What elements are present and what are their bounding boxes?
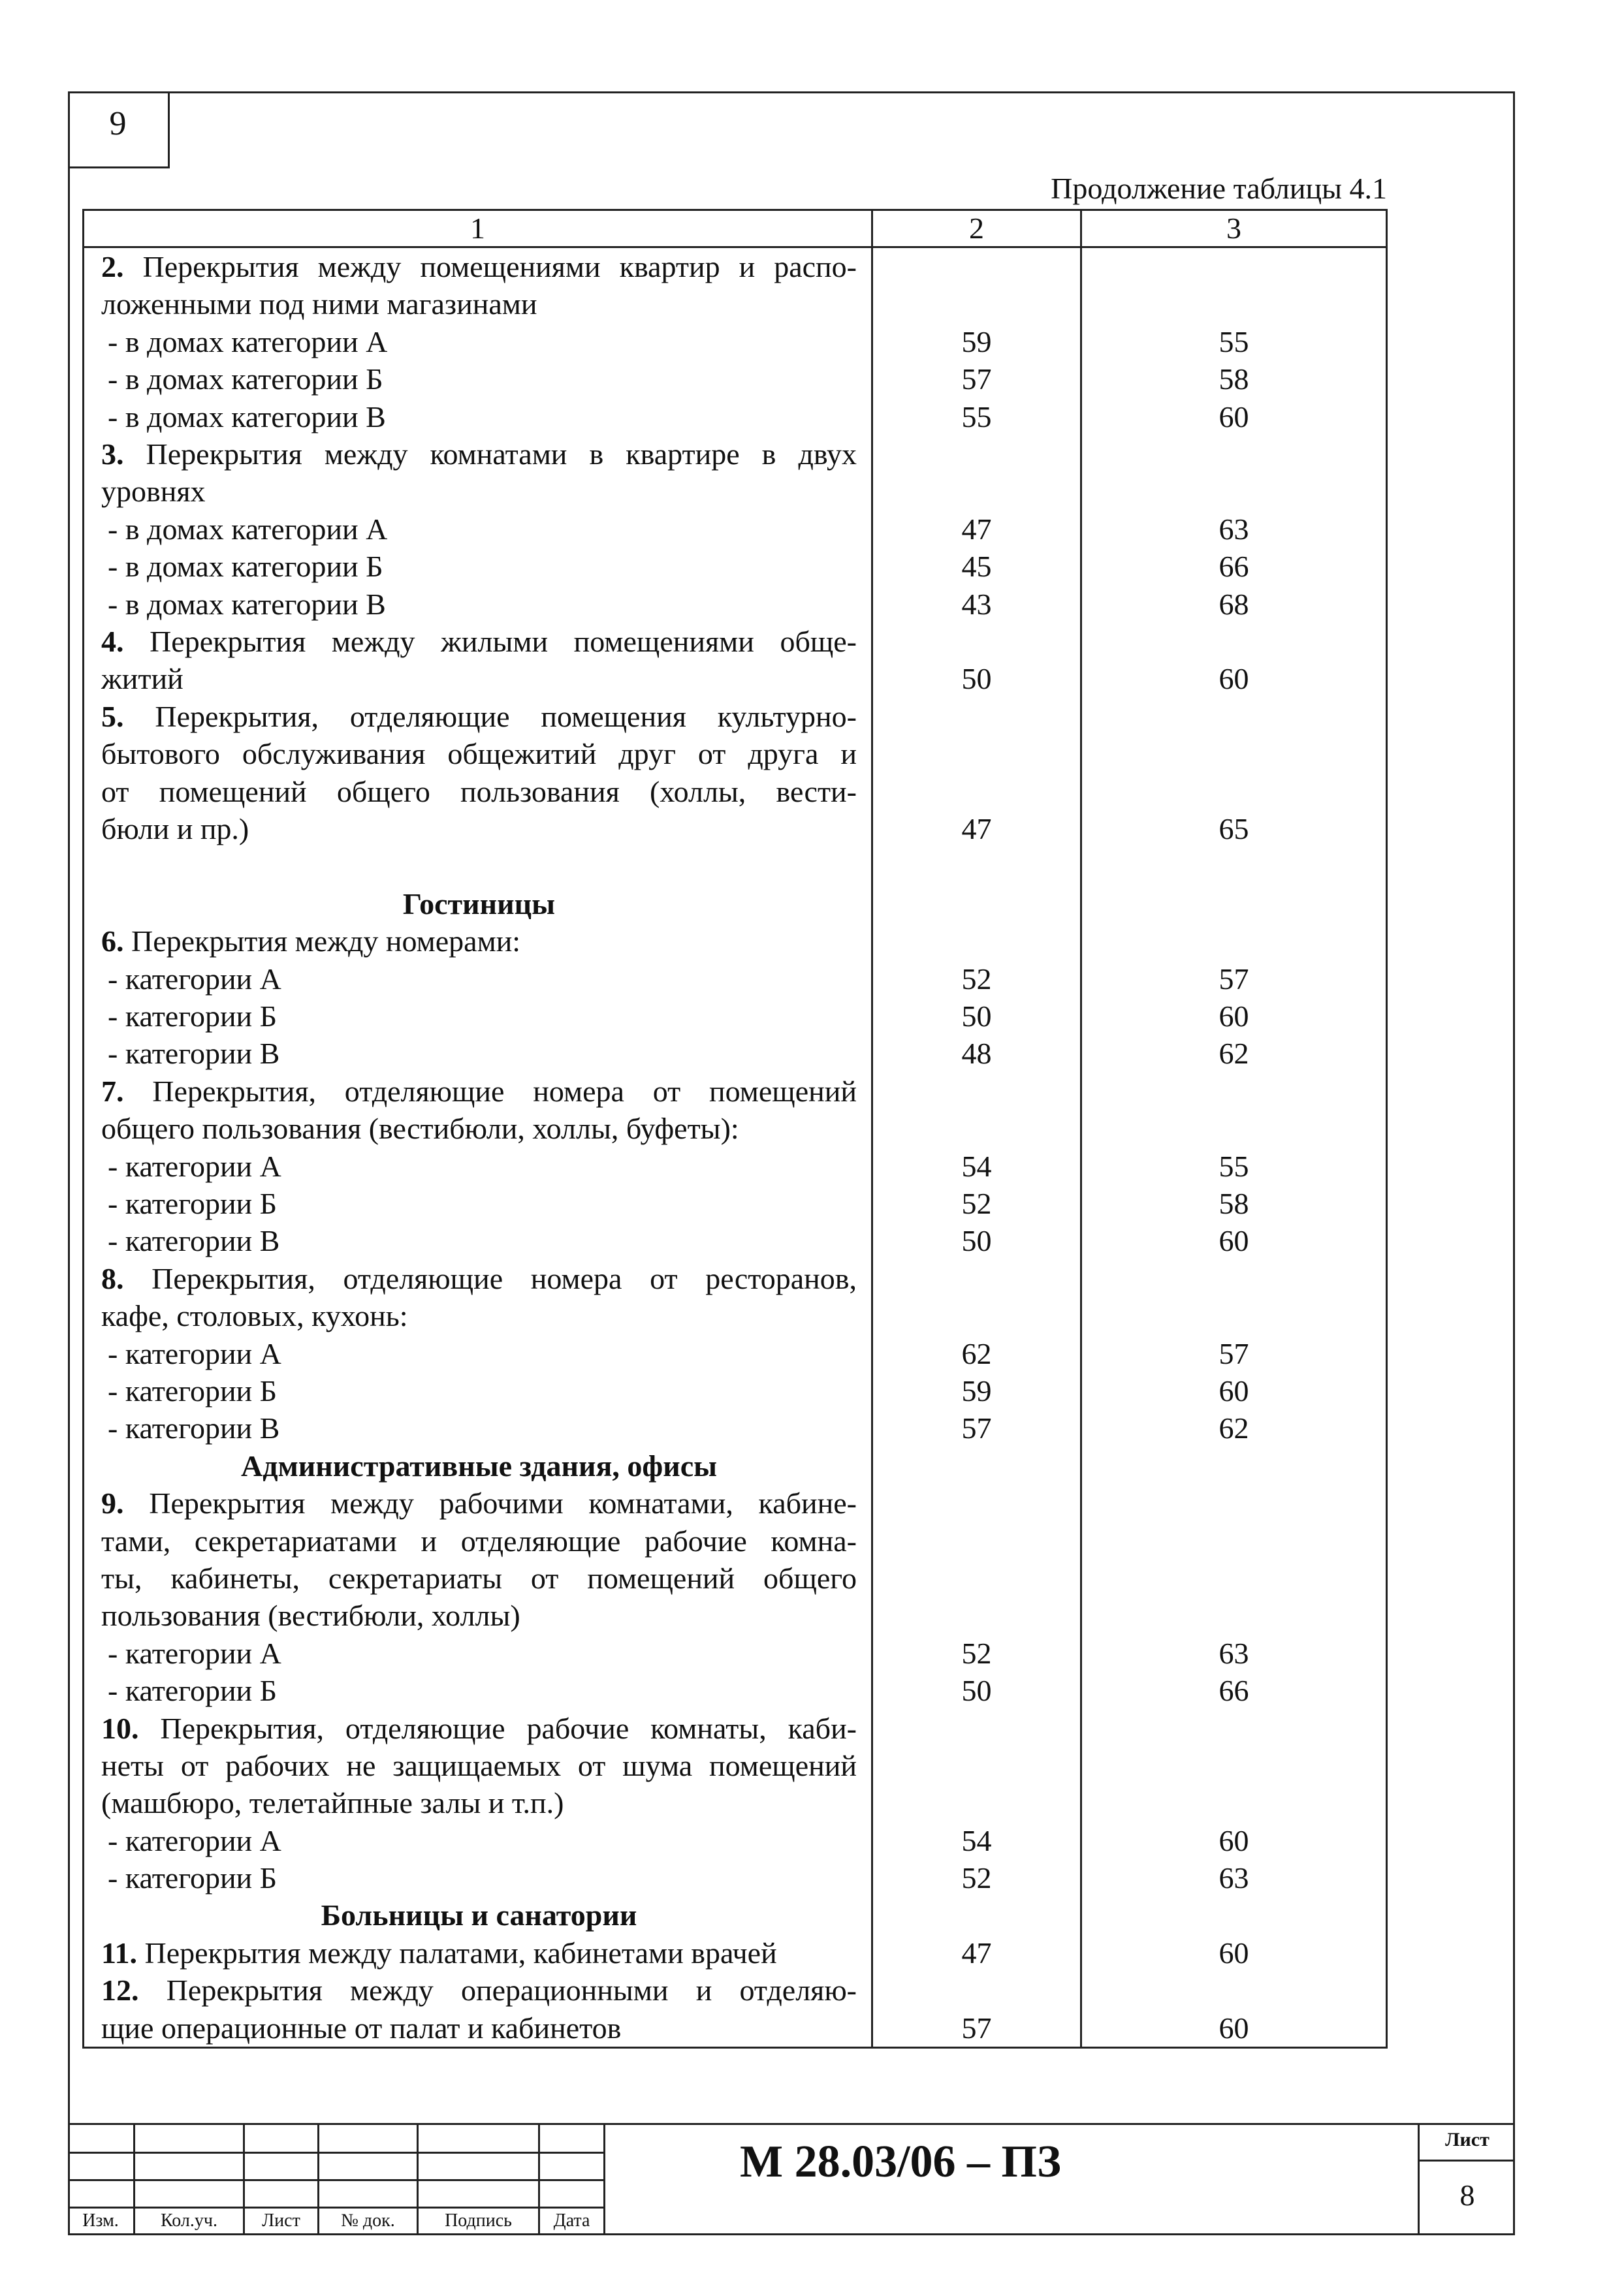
item-number: 4. bbox=[101, 625, 124, 658]
value-col-2: 55 bbox=[872, 398, 1081, 435]
value-col-3: 60 bbox=[1081, 1934, 1387, 1972]
value-col-3: 63 bbox=[1081, 1635, 1387, 1672]
row-description bbox=[84, 1222, 872, 1259]
description-line: пользования (вестибюли, холлы) bbox=[101, 1599, 520, 1633]
value-col-3: 60 bbox=[1081, 1972, 1387, 2047]
item-text: Перекрытия между палатами, кабинетами врачей bbox=[136, 1936, 777, 1970]
item-text: Перекрытия между рабочими комнатами, кабине- bbox=[123, 1486, 857, 1520]
table-row bbox=[84, 1822, 1387, 1859]
table-row bbox=[84, 1859, 1387, 1896]
value-col-3: 57 bbox=[1081, 1335, 1387, 1372]
row-description bbox=[84, 398, 872, 435]
value-col-3 bbox=[1081, 847, 1387, 885]
item-text: Перекрытия между номерами: bbox=[123, 924, 521, 958]
table-row bbox=[84, 323, 1387, 360]
value-col-3: 63 bbox=[1081, 1859, 1387, 1896]
description-line bbox=[101, 1934, 857, 1972]
item-number: 6. bbox=[101, 924, 124, 958]
table-row bbox=[84, 847, 1387, 885]
value-col-3: 60 bbox=[1081, 623, 1387, 698]
value-col-3: 58 bbox=[1081, 1185, 1387, 1222]
description-line: от помещений общего пользования (холлы, вести- bbox=[101, 774, 857, 808]
description-line: (машбюро, телетайпные залы и т.п.) bbox=[101, 1786, 564, 1820]
value-col-2: 52 bbox=[872, 1635, 1081, 1672]
value-col-2: 62 bbox=[872, 1335, 1081, 1372]
row-description bbox=[84, 998, 872, 1035]
value-col-3 bbox=[1081, 885, 1387, 922]
value-col-3: 60 bbox=[1081, 1822, 1387, 1859]
row-description bbox=[84, 435, 872, 511]
item-number: 9. bbox=[101, 1486, 124, 1520]
value-col-3: 60 bbox=[1081, 998, 1387, 1035]
value-col-2: 47 bbox=[872, 698, 1081, 848]
description-line: - в домах категории Б bbox=[108, 362, 383, 396]
table-row bbox=[84, 1148, 1387, 1185]
table-row bbox=[84, 1672, 1387, 1709]
value-col-2 bbox=[872, 1260, 1081, 1335]
table-row bbox=[84, 1073, 1387, 1148]
table-row bbox=[84, 1372, 1387, 1409]
row-description bbox=[84, 586, 872, 623]
value-col-2 bbox=[872, 435, 1081, 511]
item-text: Перекрытия между операционными и отделяю- bbox=[138, 1974, 857, 2007]
description-line: общего пользования (вестибюли, холлы, буфеты): bbox=[101, 1112, 739, 1146]
value-col-3 bbox=[1081, 1485, 1387, 1635]
value-col-3 bbox=[1081, 247, 1387, 323]
value-col-2: 54 bbox=[872, 1822, 1081, 1859]
value-col-3: 57 bbox=[1081, 960, 1387, 998]
value-col-3: 68 bbox=[1081, 586, 1387, 623]
description-line bbox=[101, 1972, 857, 2009]
sheet-number: 8 bbox=[1459, 2178, 1475, 2212]
label-izm: Изм. bbox=[82, 2210, 119, 2231]
value-col-2: 52 bbox=[872, 960, 1081, 998]
value-col-2 bbox=[872, 1447, 1081, 1485]
table-row bbox=[84, 1035, 1387, 1072]
value-col-3: 60 bbox=[1081, 1372, 1387, 1409]
value-col-2: 52 bbox=[872, 1859, 1081, 1896]
row-description bbox=[84, 885, 872, 922]
value-col-2: 47 bbox=[872, 511, 1081, 548]
value-col-2 bbox=[872, 1073, 1081, 1148]
row-description bbox=[84, 960, 872, 998]
item-text: Перекрытия между помещениями квартир и распо- bbox=[123, 250, 857, 283]
row-description bbox=[84, 698, 872, 848]
description-line: - в домах категории Б bbox=[108, 550, 383, 584]
description-line bbox=[101, 1260, 857, 1297]
description-line: - категории А bbox=[108, 1636, 281, 1670]
sheet-label: Лист bbox=[1445, 2129, 1490, 2150]
table-caption: Продолжение таблицы 4.1 bbox=[1051, 172, 1387, 205]
description-line: - категории Б bbox=[108, 1374, 278, 1407]
column-header-3: 3 bbox=[1081, 210, 1387, 247]
row-description bbox=[84, 922, 872, 960]
description-line: неты от рабочих не защищаемых от шума помещений bbox=[101, 1748, 857, 1782]
item-number: 2. bbox=[101, 250, 124, 283]
value-col-2: 43 bbox=[872, 586, 1081, 623]
description-line: - категории А bbox=[108, 1149, 281, 1183]
row-description bbox=[84, 1485, 872, 1635]
table-row bbox=[84, 623, 1387, 698]
label-no-dok: № док. bbox=[341, 2210, 395, 2231]
table-row bbox=[84, 1896, 1387, 1934]
row-description bbox=[84, 1822, 872, 1859]
value-col-2 bbox=[872, 247, 1081, 323]
description-line: - в домах категории А bbox=[108, 512, 388, 546]
table-row bbox=[84, 398, 1387, 435]
description-line bbox=[101, 1485, 857, 1522]
value-col-3: 55 bbox=[1081, 323, 1387, 360]
value-col-3 bbox=[1081, 435, 1387, 511]
row-description bbox=[84, 323, 872, 360]
row-description bbox=[84, 1972, 872, 2047]
value-col-3: 62 bbox=[1081, 1409, 1387, 1447]
value-col-2: 57 bbox=[872, 1972, 1081, 2047]
value-col-2: 54 bbox=[872, 1148, 1081, 1185]
description-line: - категории В bbox=[108, 1037, 280, 1071]
value-col-2: 50 bbox=[872, 998, 1081, 1035]
description-line: - категории В bbox=[108, 1224, 280, 1258]
value-col-3: 60 bbox=[1081, 398, 1387, 435]
item-number: 8. bbox=[101, 1261, 124, 1295]
value-col-2: 57 bbox=[872, 1409, 1081, 1447]
item-number: 12. bbox=[101, 1974, 139, 2007]
description-line: уровнях bbox=[101, 475, 206, 509]
row-description bbox=[84, 1372, 872, 1409]
column-header-1: 1 bbox=[84, 210, 872, 247]
row-description bbox=[84, 247, 872, 323]
description-line bbox=[101, 847, 857, 885]
row-description bbox=[84, 623, 872, 698]
title-block bbox=[68, 2123, 1515, 2235]
item-text: Перекрытия, отделяющие номера от ресторанов, bbox=[123, 1261, 857, 1295]
item-text: Перекрытия, отделяющие номера от помещений bbox=[123, 1074, 857, 1108]
description-line: кафе, столовых, кухонь: bbox=[101, 1299, 408, 1333]
description-line: бытового обслуживания общежитий друг от друга и bbox=[101, 737, 857, 771]
table-row bbox=[84, 698, 1387, 848]
table-row bbox=[84, 1447, 1387, 1485]
description-line: тами, секретариатами и отделяющие рабочие комна- bbox=[101, 1524, 857, 1558]
description-line bbox=[101, 1710, 857, 1747]
row-description bbox=[84, 1335, 872, 1372]
description-line bbox=[101, 248, 857, 285]
description-line: житий bbox=[101, 662, 183, 696]
table-row bbox=[84, 1185, 1387, 1222]
item-number: 5. bbox=[101, 699, 124, 733]
table-row bbox=[84, 1710, 1387, 1822]
value-col-2 bbox=[872, 847, 1081, 885]
value-col-2: 52 bbox=[872, 1185, 1081, 1222]
value-col-3 bbox=[1081, 1073, 1387, 1148]
value-col-3: 66 bbox=[1081, 1672, 1387, 1709]
value-col-2 bbox=[872, 885, 1081, 922]
row-description bbox=[84, 847, 872, 885]
value-col-2 bbox=[872, 1896, 1081, 1934]
row-description bbox=[84, 511, 872, 548]
description-line bbox=[101, 435, 857, 473]
value-col-3 bbox=[1081, 1896, 1387, 1934]
section-heading: Больницы и санатории bbox=[321, 1898, 637, 1932]
row-description bbox=[84, 1896, 872, 1934]
value-col-2: 59 bbox=[872, 1372, 1081, 1409]
item-number: 3. bbox=[101, 437, 124, 471]
value-col-3: 58 bbox=[1081, 360, 1387, 398]
value-col-3 bbox=[1081, 1260, 1387, 1335]
row-description bbox=[84, 1447, 872, 1485]
value-col-3 bbox=[1081, 1447, 1387, 1485]
label-kol-uch: Кол.уч. bbox=[161, 2210, 217, 2231]
table-row bbox=[84, 1222, 1387, 1259]
value-col-3: 66 bbox=[1081, 548, 1387, 585]
table-row bbox=[84, 1260, 1387, 1335]
table-row bbox=[84, 247, 1387, 323]
description-line: - категории Б bbox=[108, 1861, 278, 1895]
description-line: - категории А bbox=[108, 962, 281, 996]
value-col-3: 55 bbox=[1081, 1148, 1387, 1185]
table-row bbox=[84, 586, 1387, 623]
row-description bbox=[84, 1148, 872, 1185]
value-col-3 bbox=[1081, 1710, 1387, 1822]
table-row bbox=[84, 885, 1387, 922]
value-col-2 bbox=[872, 1710, 1081, 1822]
table-row bbox=[84, 1485, 1387, 1635]
table-row bbox=[84, 1409, 1387, 1447]
label-data: Дата bbox=[553, 2210, 590, 2231]
value-col-3 bbox=[1081, 922, 1387, 960]
value-col-2: 48 bbox=[872, 1035, 1081, 1072]
description-line: щие операционные от палат и кабинетов bbox=[101, 2011, 622, 2045]
row-description bbox=[84, 1672, 872, 1709]
value-col-3: 60 bbox=[1081, 1222, 1387, 1259]
table-4-1 bbox=[82, 209, 1388, 2049]
label-podpis: Подпись bbox=[445, 2210, 512, 2231]
table-row bbox=[84, 1335, 1387, 1372]
table-row bbox=[84, 1635, 1387, 1672]
column-header-2: 2 bbox=[872, 210, 1081, 247]
row-description bbox=[84, 1073, 872, 1148]
table-row bbox=[84, 511, 1387, 548]
item-text: Перекрытия, отделяющие рабочие комнаты, каби- bbox=[138, 1711, 857, 1745]
item-number: 7. bbox=[101, 1074, 124, 1108]
row-description bbox=[84, 360, 872, 398]
row-description bbox=[84, 1635, 872, 1672]
value-col-2: 59 bbox=[872, 323, 1081, 360]
value-col-3: 62 bbox=[1081, 1035, 1387, 1072]
table-row bbox=[84, 360, 1387, 398]
value-col-2 bbox=[872, 922, 1081, 960]
row-description bbox=[84, 1409, 872, 1447]
table-row bbox=[84, 922, 1387, 960]
row-description bbox=[84, 1185, 872, 1222]
description-line: - категории Б bbox=[108, 1674, 278, 1708]
item-number: 10. bbox=[101, 1711, 139, 1745]
description-line: - в домах категории А bbox=[108, 324, 388, 358]
description-line: - категории А bbox=[108, 1823, 281, 1857]
table-row bbox=[84, 548, 1387, 585]
corner-number: 9 bbox=[68, 91, 170, 168]
item-text: Перекрытия между жилыми помещениями обще- bbox=[123, 625, 857, 658]
description-line: ты, кабинеты, секретариаты от помещений общего bbox=[101, 1561, 857, 1595]
table-body bbox=[84, 247, 1387, 2048]
row-description bbox=[84, 1710, 872, 1822]
value-col-3: 65 bbox=[1081, 698, 1387, 848]
table-row bbox=[84, 1972, 1387, 2047]
table-row bbox=[84, 435, 1387, 511]
value-col-2: 50 bbox=[872, 623, 1081, 698]
value-col-2 bbox=[872, 1485, 1081, 1635]
document-code: М 28.03/06 – ПЗ bbox=[740, 2137, 1061, 2187]
description-line: - категории Б bbox=[108, 999, 278, 1033]
description-line: - категории Б bbox=[108, 1186, 278, 1220]
table-row bbox=[84, 1934, 1387, 1972]
description-line: - категории В bbox=[108, 1411, 280, 1445]
description-line bbox=[101, 922, 857, 960]
value-col-2: 57 bbox=[872, 360, 1081, 398]
description-line bbox=[101, 698, 857, 735]
item-number: 11. bbox=[101, 1936, 137, 1970]
description-line: - в домах категории В bbox=[108, 400, 386, 433]
table-row bbox=[84, 998, 1387, 1035]
label-list: Лист bbox=[262, 2210, 300, 2231]
value-col-2: 50 bbox=[872, 1672, 1081, 1709]
item-text: Перекрытия, отделяющие помещения культурно- bbox=[123, 699, 857, 733]
table-row bbox=[84, 960, 1387, 998]
section-heading: Гостиницы bbox=[402, 887, 556, 920]
section-heading: Административные здания, офисы bbox=[240, 1449, 718, 1483]
description-line bbox=[101, 623, 857, 660]
value-col-3: 63 bbox=[1081, 511, 1387, 548]
description-line: - категории А bbox=[108, 1336, 281, 1370]
row-description bbox=[84, 1859, 872, 1896]
row-description bbox=[84, 548, 872, 585]
description-line: ложенными под ними магазинами bbox=[101, 287, 537, 321]
description-line: бюли и пр.) bbox=[101, 811, 249, 845]
description-line: - в домах категории В bbox=[108, 587, 386, 621]
row-description bbox=[84, 1035, 872, 1072]
value-col-2: 47 bbox=[872, 1934, 1081, 1972]
item-text: Перекрытия между комнатами в квартире в двух bbox=[123, 437, 857, 471]
table-header-row bbox=[84, 210, 1387, 247]
value-col-2: 50 bbox=[872, 1222, 1081, 1259]
row-description bbox=[84, 1260, 872, 1335]
row-description bbox=[84, 1934, 872, 1972]
value-col-2: 45 bbox=[872, 548, 1081, 585]
description-line bbox=[101, 1073, 857, 1110]
